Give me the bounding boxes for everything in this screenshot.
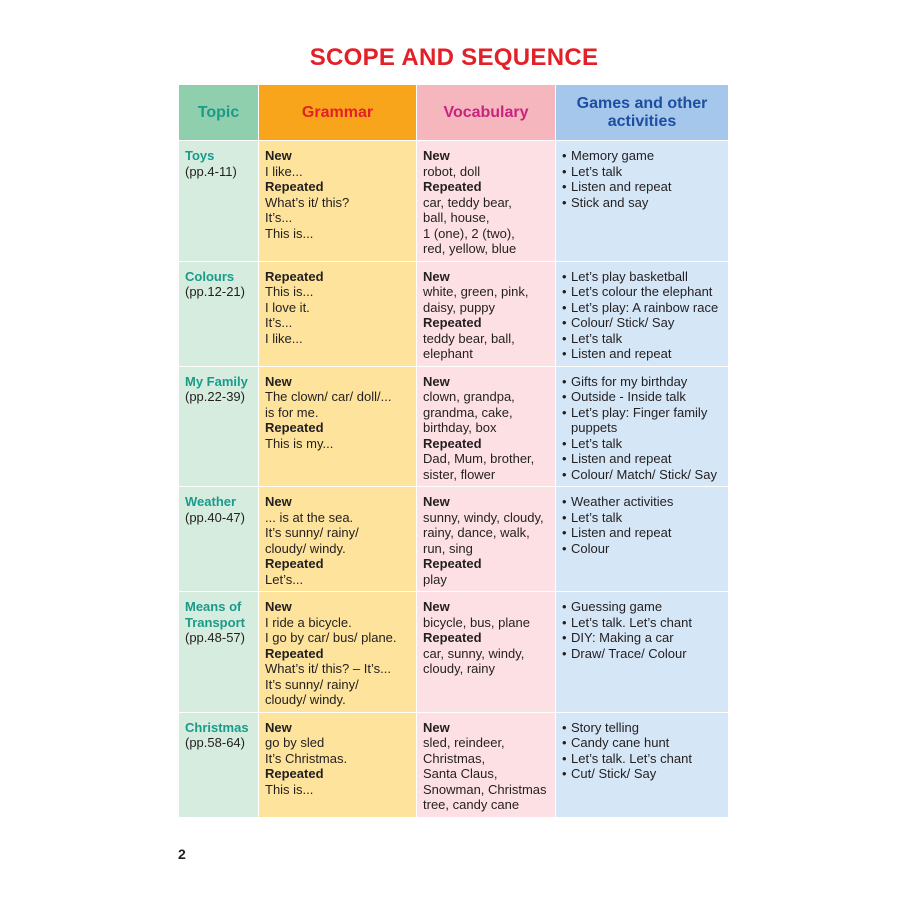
cell-line: What’s it/ this? – It’s... xyxy=(265,661,391,676)
vocabulary-cell xyxy=(417,487,556,592)
vocabulary-cell xyxy=(417,712,556,817)
section-label: Repeated xyxy=(423,435,482,451)
header-vocabulary: Vocabulary xyxy=(417,85,556,141)
cell-line: It’s... xyxy=(265,315,293,330)
cell-line: I like... xyxy=(265,330,303,346)
cell-line: I like... xyxy=(265,163,303,179)
cell-line: The clown/ car/ doll/... xyxy=(265,389,392,404)
cell-line: I love it. xyxy=(265,299,310,315)
section-label: New xyxy=(265,148,292,163)
table-row xyxy=(179,712,729,817)
page-number: 2 xyxy=(178,846,186,862)
header-games: Games and other activities xyxy=(556,85,729,141)
topic-name: Toys xyxy=(185,148,215,163)
cell-line: car, sunny, windy, xyxy=(423,645,525,661)
cell-line: What’s it/ this? xyxy=(265,194,350,210)
list-item: • Let’s play basketball xyxy=(562,269,722,285)
cell-line: Snowman, Christmas xyxy=(423,781,547,797)
topic-pages: (pp.4-11) xyxy=(185,163,237,179)
games-list xyxy=(562,374,722,483)
section-label: New xyxy=(423,719,450,735)
cell-line: go by sled xyxy=(265,735,325,750)
table-row xyxy=(179,261,729,366)
table-row xyxy=(179,592,729,713)
cell-line: daisy, puppy xyxy=(423,299,496,315)
cell-line: tree, candy cane xyxy=(423,797,520,812)
grammar-cell xyxy=(259,592,417,713)
games-cell xyxy=(556,712,729,817)
section-label: Repeated xyxy=(265,268,324,284)
header-topic: Topic xyxy=(179,85,259,141)
cell-line: This is... xyxy=(265,284,314,299)
list-item: • Let’s talk. Let’s chant xyxy=(562,751,722,767)
header-row xyxy=(179,85,729,141)
section-label: New xyxy=(265,719,292,735)
vocabulary-cell xyxy=(417,592,556,713)
cell-line: clown, grandpa, xyxy=(423,389,515,404)
cell-line: It’s sunny/ rainy/ xyxy=(265,525,359,540)
cell-line: This is... xyxy=(265,225,314,241)
list-item: • Colour xyxy=(562,541,722,557)
section-label: New xyxy=(265,373,292,389)
list-item: • Let’s colour the elephant xyxy=(562,284,722,300)
topic-cell xyxy=(179,366,259,487)
list-item: • Colour/ Match/ Stick/ Say xyxy=(562,467,722,483)
grammar-cell xyxy=(259,261,417,366)
cell-line: Christmas, xyxy=(423,750,486,766)
header-grammar: Grammar xyxy=(259,85,417,141)
section-label: Repeated xyxy=(423,179,482,194)
list-item: • Let’s talk xyxy=(562,436,722,452)
list-item: • Let’s talk xyxy=(562,331,722,347)
cell-line: sled, reindeer, xyxy=(423,735,505,750)
section-label: Repeated xyxy=(423,630,482,645)
list-item: • Listen and repeat xyxy=(562,179,722,195)
list-item: • Let’s talk xyxy=(562,510,722,526)
grammar-cell xyxy=(259,712,417,817)
topic-cell xyxy=(179,261,259,366)
cell-line: Dad, Mum, brother, xyxy=(423,451,535,466)
cell-line: This is my... xyxy=(265,435,334,451)
list-item: • Memory game xyxy=(562,148,722,164)
list-item: • Colour/ Stick/ Say xyxy=(562,315,722,331)
list-item: • Outside - Inside talk xyxy=(562,389,722,405)
cell-line: play xyxy=(423,571,447,587)
cell-line: run, sing xyxy=(423,540,473,556)
list-item: • Let’s talk xyxy=(562,164,722,180)
cell-line: ball, house, xyxy=(423,210,490,225)
games-list xyxy=(562,599,722,661)
list-item: • Story telling xyxy=(562,720,722,736)
section-label: New xyxy=(423,373,450,389)
vocabulary-cell xyxy=(417,261,556,366)
list-item: • Cut/ Stick/ Say xyxy=(562,766,722,782)
cell-line: red, yellow, blue xyxy=(423,241,517,256)
topic-pages: (pp.12-21) xyxy=(185,284,245,299)
vocabulary-cell xyxy=(417,366,556,487)
cell-line: It’s Christmas. xyxy=(265,750,348,766)
games-cell xyxy=(556,366,729,487)
cell-line: Let’s... xyxy=(265,571,304,587)
list-item: • Let’s play: Finger family puppets xyxy=(562,405,722,436)
section-label: Repeated xyxy=(265,179,324,194)
table-row xyxy=(179,366,729,487)
topic-cell xyxy=(179,712,259,817)
grammar-cell xyxy=(259,366,417,487)
cell-line: car, teddy bear, xyxy=(423,194,512,210)
list-item: • Candy cane hunt xyxy=(562,735,722,751)
cell-line: It’s... xyxy=(265,210,293,225)
cell-line: rainy, dance, walk, xyxy=(423,525,530,540)
cell-line: grandma, cake, xyxy=(423,404,513,420)
cell-line: teddy bear, ball, xyxy=(423,330,515,346)
cell-line: 1 (one), 2 (two), xyxy=(423,225,515,241)
games-cell xyxy=(556,261,729,366)
section-label: New xyxy=(423,494,450,509)
section-label: New xyxy=(423,268,450,284)
list-item: • DIY: Making a car xyxy=(562,630,722,646)
vocabulary-cell xyxy=(417,141,556,262)
list-item: • Listen and repeat xyxy=(562,346,722,362)
list-item: • Listen and repeat xyxy=(562,451,722,467)
section-label: Repeated xyxy=(265,645,324,661)
section-label: New xyxy=(423,148,450,163)
topic-pages: (pp.48-57) xyxy=(185,630,245,645)
cell-line: I ride a bicycle. xyxy=(265,614,352,630)
page-title: SCOPE AND SEQUENCE xyxy=(309,44,599,71)
topic-cell xyxy=(179,487,259,592)
topic-cell xyxy=(179,141,259,262)
games-list xyxy=(562,269,722,362)
cell-line: white, green, pink, xyxy=(423,284,529,299)
list-item: • Guessing game xyxy=(562,599,722,615)
section-label: Repeated xyxy=(265,556,324,571)
section-label: New xyxy=(265,599,292,614)
cell-line: robot, doll xyxy=(423,163,481,179)
table-body xyxy=(179,141,729,818)
list-item: • Gifts for my birthday xyxy=(562,374,722,390)
games-cell xyxy=(556,141,729,262)
list-item: • Let’s talk. Let’s chant xyxy=(562,615,722,631)
cell-line: It’s sunny/ rainy/ xyxy=(265,676,359,692)
cell-line: birthday, box xyxy=(423,420,497,435)
cell-line: sunny, windy, cloudy, xyxy=(423,509,544,525)
table-row xyxy=(179,487,729,592)
section-label: Repeated xyxy=(265,766,324,781)
games-list xyxy=(562,720,722,782)
list-item: • Stick and say xyxy=(562,195,722,211)
grammar-cell xyxy=(259,141,417,262)
games-cell xyxy=(556,592,729,713)
topic-cell xyxy=(179,592,259,713)
section-label: Repeated xyxy=(423,556,482,571)
cell-line: ... is at the sea. xyxy=(265,509,354,525)
topic-name: Means of xyxy=(185,599,242,614)
topic-pages: (pp.40-47) xyxy=(185,509,245,525)
scope-and-sequence-table xyxy=(178,84,729,818)
topic-pages: (pp.58-64) xyxy=(185,735,245,750)
topic-pages: (pp.22-39) xyxy=(185,389,245,404)
topic-name: Transport xyxy=(185,614,245,630)
cell-line: elephant xyxy=(423,346,473,361)
topic-name: My Family xyxy=(185,373,248,389)
section-label: Repeated xyxy=(265,420,324,435)
topic-name: Colours xyxy=(185,268,235,284)
cell-line: cloudy, rainy xyxy=(423,661,496,676)
cell-line: bicycle, bus, plane xyxy=(423,614,530,630)
section-label: New xyxy=(265,494,292,509)
table-row xyxy=(179,141,729,262)
list-item: • Listen and repeat xyxy=(562,525,722,541)
cell-line: is for me. xyxy=(265,404,319,420)
list-item: • Let’s play: A rainbow race xyxy=(562,300,722,316)
section-label: New xyxy=(423,599,450,614)
list-item: • Draw/ Trace/ Colour xyxy=(562,646,722,662)
cell-line: cloudy/ windy. xyxy=(265,692,346,707)
cell-line: I go by car/ bus/ plane. xyxy=(265,630,397,645)
cell-line: cloudy/ windy. xyxy=(265,540,346,556)
games-list xyxy=(562,494,722,556)
games-cell xyxy=(556,487,729,592)
cell-line: This is... xyxy=(265,781,314,797)
topic-name: Weather xyxy=(185,494,237,509)
topic-name: Christmas xyxy=(185,719,249,735)
section-label: Repeated xyxy=(423,315,482,330)
games-list xyxy=(562,148,722,210)
cell-line: Santa Claus, xyxy=(423,766,498,781)
list-item: • Weather activities xyxy=(562,494,722,510)
cell-line: sister, flower xyxy=(423,466,496,482)
grammar-cell xyxy=(259,487,417,592)
